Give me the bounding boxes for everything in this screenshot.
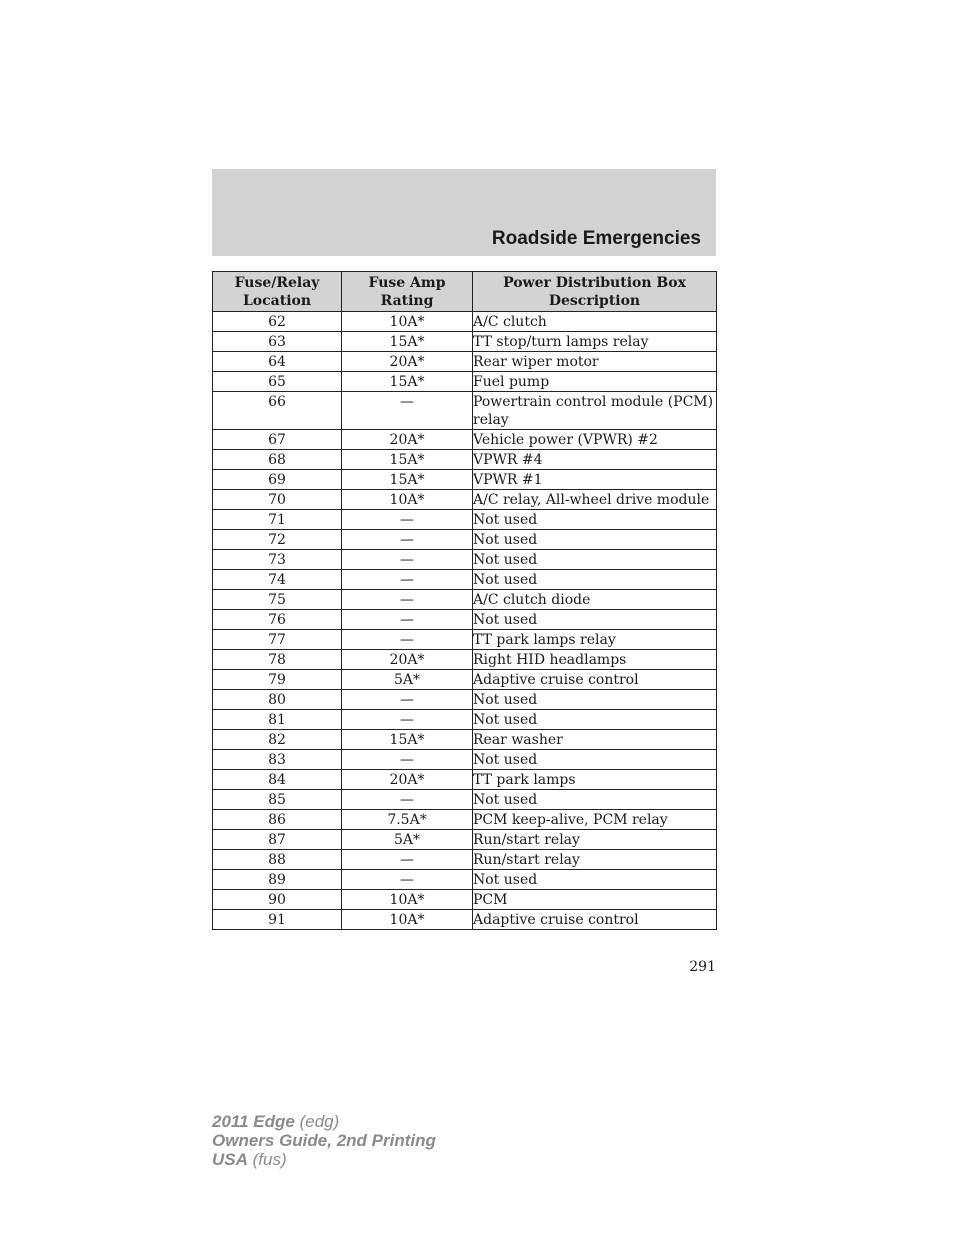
table-row: [213, 670, 717, 690]
cell-location: 79: [213, 670, 342, 690]
cell-location: 85: [213, 790, 342, 810]
cell-description: VPWR #1: [473, 470, 717, 490]
cell-rating: 15A*: [342, 470, 473, 490]
cell-description: Adaptive cruise control: [473, 670, 717, 690]
table-row: [213, 530, 717, 550]
cell-description: PCM keep-alive, PCM relay: [473, 810, 717, 830]
table-row: [213, 570, 717, 590]
cell-location: 72: [213, 530, 342, 550]
cell-rating: —: [342, 870, 473, 890]
cell-description: TT park lamps relay: [473, 630, 717, 650]
header-location: [213, 272, 342, 312]
cell-location: 80: [213, 690, 342, 710]
cell-description: Rear washer: [473, 730, 717, 750]
table-row: [213, 630, 717, 650]
cell-description: Adaptive cruise control: [473, 910, 717, 930]
cell-description: A/C clutch: [473, 312, 717, 332]
section-title: Roadside Emergencies: [491, 228, 701, 249]
cell-rating: 5A*: [342, 830, 473, 850]
cell-location: 62: [213, 312, 342, 332]
cell-rating: —: [342, 790, 473, 810]
header-description-line1: Power Distribution Box: [503, 274, 686, 291]
header-location-line2: Location: [242, 292, 312, 309]
cell-location: 69: [213, 470, 342, 490]
header-rating-line1: Fuse Amp: [368, 274, 446, 291]
cell-location: 76: [213, 610, 342, 630]
header-rating: [342, 272, 473, 312]
cell-rating: 15A*: [342, 450, 473, 470]
table-row: [213, 372, 717, 392]
cell-rating: 5A*: [342, 670, 473, 690]
cell-rating: 20A*: [342, 352, 473, 372]
cell-location: 71: [213, 510, 342, 530]
cell-location: 63: [213, 332, 342, 352]
table-row: [213, 690, 717, 710]
cell-rating: —: [342, 630, 473, 650]
cell-description: A/C clutch diode: [473, 590, 717, 610]
table-row: [213, 770, 717, 790]
cell-description: Not used: [473, 570, 717, 590]
cell-rating: 10A*: [342, 910, 473, 930]
cell-description: Not used: [473, 690, 717, 710]
cell-description: Right HID headlamps: [473, 650, 717, 670]
cell-description: Not used: [473, 550, 717, 570]
table-row: [213, 550, 717, 570]
cell-location: 88: [213, 850, 342, 870]
cell-description: Not used: [473, 790, 717, 810]
table-header-row: [213, 272, 717, 312]
page-number: 291: [689, 959, 716, 975]
table-row: [213, 450, 717, 470]
cell-location: 81: [213, 710, 342, 730]
header-location-line1: Fuse/Relay: [234, 274, 320, 291]
cell-rating: —: [342, 750, 473, 770]
cell-description: A/C relay, All-wheel drive module: [473, 490, 717, 510]
cell-description: Fuel pump: [473, 372, 717, 392]
cell-location: 86: [213, 810, 342, 830]
header-rating-line2: Rating: [380, 292, 434, 309]
cell-description: Not used: [473, 510, 717, 530]
table-row: [213, 790, 717, 810]
cell-description: Rear wiper motor: [473, 352, 717, 372]
cell-description: Vehicle power (VPWR) #2: [473, 430, 717, 450]
footer-line-3: [212, 1150, 436, 1169]
footer-model: 2011 Edge: [212, 1112, 295, 1131]
cell-rating: —: [342, 510, 473, 530]
cell-rating: 7.5A*: [342, 810, 473, 830]
table-row: [213, 710, 717, 730]
cell-description: Run/start relay: [473, 830, 717, 850]
header-description: [473, 272, 717, 312]
footer-market-code: (fus): [252, 1150, 287, 1169]
cell-location: 74: [213, 570, 342, 590]
cell-rating: 20A*: [342, 650, 473, 670]
cell-rating: —: [342, 550, 473, 570]
footer-model-code: (edg): [299, 1112, 340, 1131]
cell-location: 82: [213, 730, 342, 750]
cell-description: Powertrain control module (PCM) relay: [473, 392, 717, 430]
fuse-table-body: [213, 312, 717, 930]
cell-rating: —: [342, 610, 473, 630]
cell-description: Not used: [473, 610, 717, 630]
cell-rating: —: [342, 690, 473, 710]
cell-location: 67: [213, 430, 342, 450]
table-row: [213, 650, 717, 670]
table-row: [213, 510, 717, 530]
table-row: [213, 750, 717, 770]
cell-location: 84: [213, 770, 342, 790]
cell-rating: —: [342, 710, 473, 730]
table-row: [213, 590, 717, 610]
table-row: [213, 810, 717, 830]
cell-rating: 10A*: [342, 890, 473, 910]
cell-location: 70: [213, 490, 342, 510]
table-row: [213, 830, 717, 850]
fuse-table: [212, 271, 717, 930]
table-row: [213, 610, 717, 630]
table-row: [213, 430, 717, 450]
table-row: [213, 392, 717, 430]
cell-rating: —: [342, 850, 473, 870]
cell-location: 64: [213, 352, 342, 372]
cell-location: 90: [213, 890, 342, 910]
cell-rating: —: [342, 590, 473, 610]
cell-description: Not used: [473, 750, 717, 770]
cell-location: 91: [213, 910, 342, 930]
cell-description: TT park lamps: [473, 770, 717, 790]
footer-market: USA: [212, 1150, 248, 1169]
cell-description: PCM: [473, 890, 717, 910]
cell-location: 87: [213, 830, 342, 850]
cell-rating: 10A*: [342, 312, 473, 332]
cell-rating: 15A*: [342, 372, 473, 392]
cell-location: 89: [213, 870, 342, 890]
cell-location: 77: [213, 630, 342, 650]
section-header-band: [212, 169, 716, 256]
cell-location: 73: [213, 550, 342, 570]
cell-description: TT stop/turn lamps relay: [473, 332, 717, 352]
footer-line-2: Owners Guide, 2nd Printing: [212, 1131, 436, 1150]
cell-description: Not used: [473, 870, 717, 890]
cell-rating: —: [342, 570, 473, 590]
table-row: [213, 490, 717, 510]
cell-location: 75: [213, 590, 342, 610]
cell-location: 83: [213, 750, 342, 770]
footer-line-1: [212, 1112, 436, 1131]
cell-rating: 20A*: [342, 430, 473, 450]
header-description-line2: Description: [548, 292, 641, 309]
table-row: [213, 332, 717, 352]
cell-rating: 10A*: [342, 490, 473, 510]
cell-location: 78: [213, 650, 342, 670]
table-row: [213, 312, 717, 332]
cell-rating: 20A*: [342, 770, 473, 790]
cell-rating: 15A*: [342, 332, 473, 352]
cell-location: 65: [213, 372, 342, 392]
table-row: [213, 730, 717, 750]
table-row: [213, 470, 717, 490]
cell-location: 66: [213, 392, 342, 430]
cell-rating: —: [342, 392, 473, 430]
cell-description: Not used: [473, 710, 717, 730]
table-row: [213, 910, 717, 930]
cell-description: Not used: [473, 530, 717, 550]
table-row: [213, 890, 717, 910]
cell-rating: 15A*: [342, 730, 473, 750]
table-row: [213, 850, 717, 870]
cell-description: VPWR #4: [473, 450, 717, 470]
cell-rating: —: [342, 530, 473, 550]
cell-description: Run/start relay: [473, 850, 717, 870]
table-row: [213, 352, 717, 372]
footer-publication-info: [212, 1112, 436, 1169]
cell-location: 68: [213, 450, 342, 470]
table-row: [213, 870, 717, 890]
